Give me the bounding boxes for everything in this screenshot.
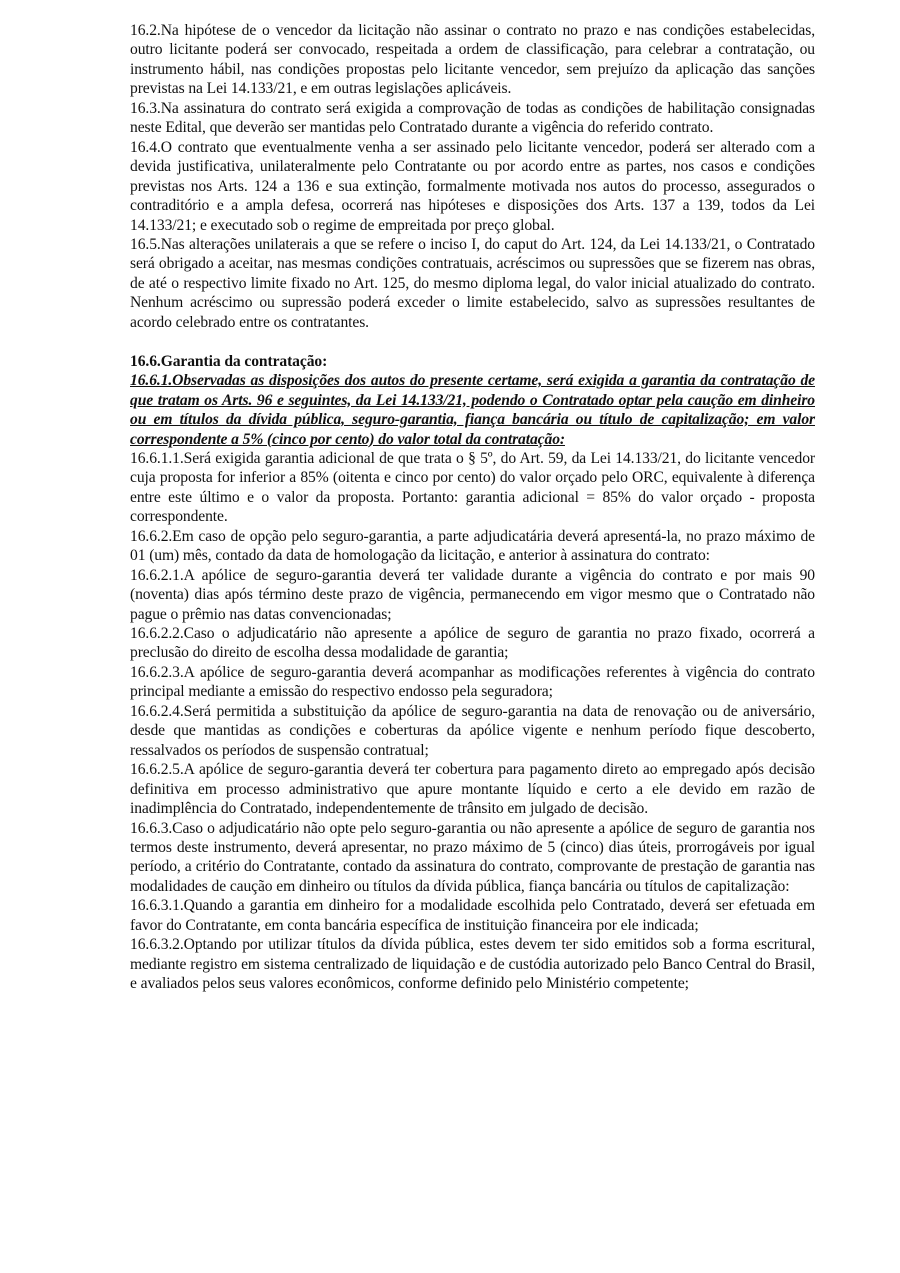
clause-16-6-2-4: 16.6.2.4.Será permitida a substituição da apólice de seguro-garantia na data de renovação ou de aniversário, desde que mantidas as condições e coberturas da apólice vigente e nenhum período fique descoberto, ressalvados os períodos de suspensão contratual; xyxy=(130,702,815,759)
clause-16-6-1-1: 16.6.1.1.Será exigida garantia adicional de que trata o § 5º, do Art. 59, da Lei 14.133/21, do licitante vencedor cuja proposta for inferior a 85% (oitenta e cinco por cento) do valor orçado pelo ORC, equivalente à diferença entre este último e o valor da proposta. Portanto: garantia adicional = 85% do valor orçado - proposta correspondente. xyxy=(130,449,815,526)
clause-16-5: 16.5.Nas alterações unilaterais a que se refere o inciso I, do caput do Art. 124, da Lei 14.133/21, o Contratado será obrigado a aceitar, nas mesmas condições contratuais, acréscimos ou supressões que se fizerem nas obras, de até o respectivo limite fixado no Art. 125, do mesmo diploma legal, do valor inicial atualizado do contrato. Nenhum acréscimo ou supressão poderá exceder o limite estabelecido, salvo as supressões resultantes de acordo celebrado entre os contratantes. xyxy=(130,235,815,331)
clause-16-3: 16.3.Na assinatura do contrato será exigida a comprovação de todas as condições de habilitação consignadas neste Edital, que deverão ser mantidas pelo Contratado durante a vigência do referido contrato. xyxy=(130,99,815,137)
clause-16-6-2: 16.6.2.Em caso de opção pelo seguro-garantia, a parte adjudicatária deverá apresentá-la, no prazo máximo de 01 (um) mês, contado da data de homologação da licitação, e anterior à assinatura do contrato: xyxy=(130,527,815,565)
clause-16-6-1: 16.6.1.Observadas as disposições dos autos do presente certame, será exigida a garantia da contratação de que tratam os Arts. 96 e seguintes, da Lei 14.133/21, podendo o Contratado optar pela caução em dinheiro ou em títulos da dívida pública, seguro-garantia, fiança bancária ou título de capitalização; em valor correspondente a 5% (cinco por cento) do valor total da contratação: xyxy=(130,372,815,448)
spacer xyxy=(130,332,815,351)
clause-16-6-2-3: 16.6.2.3.A apólice de seguro-garantia deverá acompanhar as modificações referentes à vigência do contrato principal mediante a emissão do respectivo endosso pela seguradora; xyxy=(130,663,815,701)
clause-16-6-3-2: 16.6.3.2.Optando por utilizar títulos da dívida pública, estes devem ter sido emitidos sob a forma escritural, mediante registro em sistema centralizado de liquidação e de custódia autorizado pelo Banco Central do Brasil, e avaliados pelos seus valores econômicos, conforme definido pelo Ministério competente; xyxy=(130,936,815,993)
document-page xyxy=(130,21,815,994)
clause-16-2: 16.2.Na hipótese de o vencedor da licitação não assinar o contrato no prazo e nas condições estabelecidas, outro licitante poderá ser convocado, respeitada a ordem de classificação, para celebrar a contratação, ou instrumento hábil, nas condições propostas pelo licitante vencedor, sem prejuízo da aplicação das sanções previstas na Lei 14.133/21, e em outras legislações aplicáveis. xyxy=(130,22,815,98)
clause-16-4: 16.4.O contrato que eventualmente venha a ser assinado pelo licitante vencedor, poderá ser alterado com a devida justificativa, unilateralmente pelo Contratante ou por acordo entre as partes, nos casos e condições previstas nos Arts. 124 a 136 e sua extinção, formalmente motivada nos autos do processo, assegurados o contraditório e a ampla defesa, ocorrerá nas hipóteses e disposições dos Arts. 137 a 139, todos da Lei 14.133/21; e executado sob o regime de empreitada por preço global. xyxy=(130,138,815,234)
clause-16-6-3-1: 16.6.3.1.Quando a garantia em dinheiro for a modalidade escolhida pelo Contratado, deverá ser efetuada em favor do Contratante, em conta bancária específica de instituição financeira por ele indicada; xyxy=(130,897,815,934)
clause-16-6-3: 16.6.3.Caso o adjudicatário não opte pelo seguro-garantia ou não apresente a apólice de seguro de garantia nos termos deste instrumento, deverá apresentar, no prazo máximo de 5 (cinco) dias úteis, prorrogáveis por igual período, a critério do Contratante, contado da assinatura do contrato, comprovante de prestação de garantia nas modalidades de caução em dinheiro ou títulos da dívida pública, fiança bancária ou títulos de capitalização: xyxy=(130,819,815,895)
clause-16-6-2-5: 16.6.2.5.A apólice de seguro-garantia deverá ter cobertura para pagamento direto ao empregado após decisão definitiva em processo administrativo que apure montante líquido e certo a ele devido em razão de inadimplência do Contratado, independentemente de trânsito em julgado de decisão. xyxy=(130,761,815,818)
clause-16-6-2-1: 16.6.2.1.A apólice de seguro-garantia deverá ter validade durante a vigência do contrato e por mais 90 (noventa) dias após término deste prazo de vigência, permanecendo em vigor mesmo que o Contratado não pague o prêmio nas datas convencionadas; xyxy=(130,566,815,623)
clause-16-6-2-2: 16.6.2.2.Caso o adjudicatário não apresente a apólice de seguro de garantia no prazo fixado, ocorrerá a preclusão do direito de escolha dessa modalidade de garantia; xyxy=(130,625,815,662)
section-heading-16-6: 16.6.Garantia da contratação: xyxy=(130,352,328,370)
